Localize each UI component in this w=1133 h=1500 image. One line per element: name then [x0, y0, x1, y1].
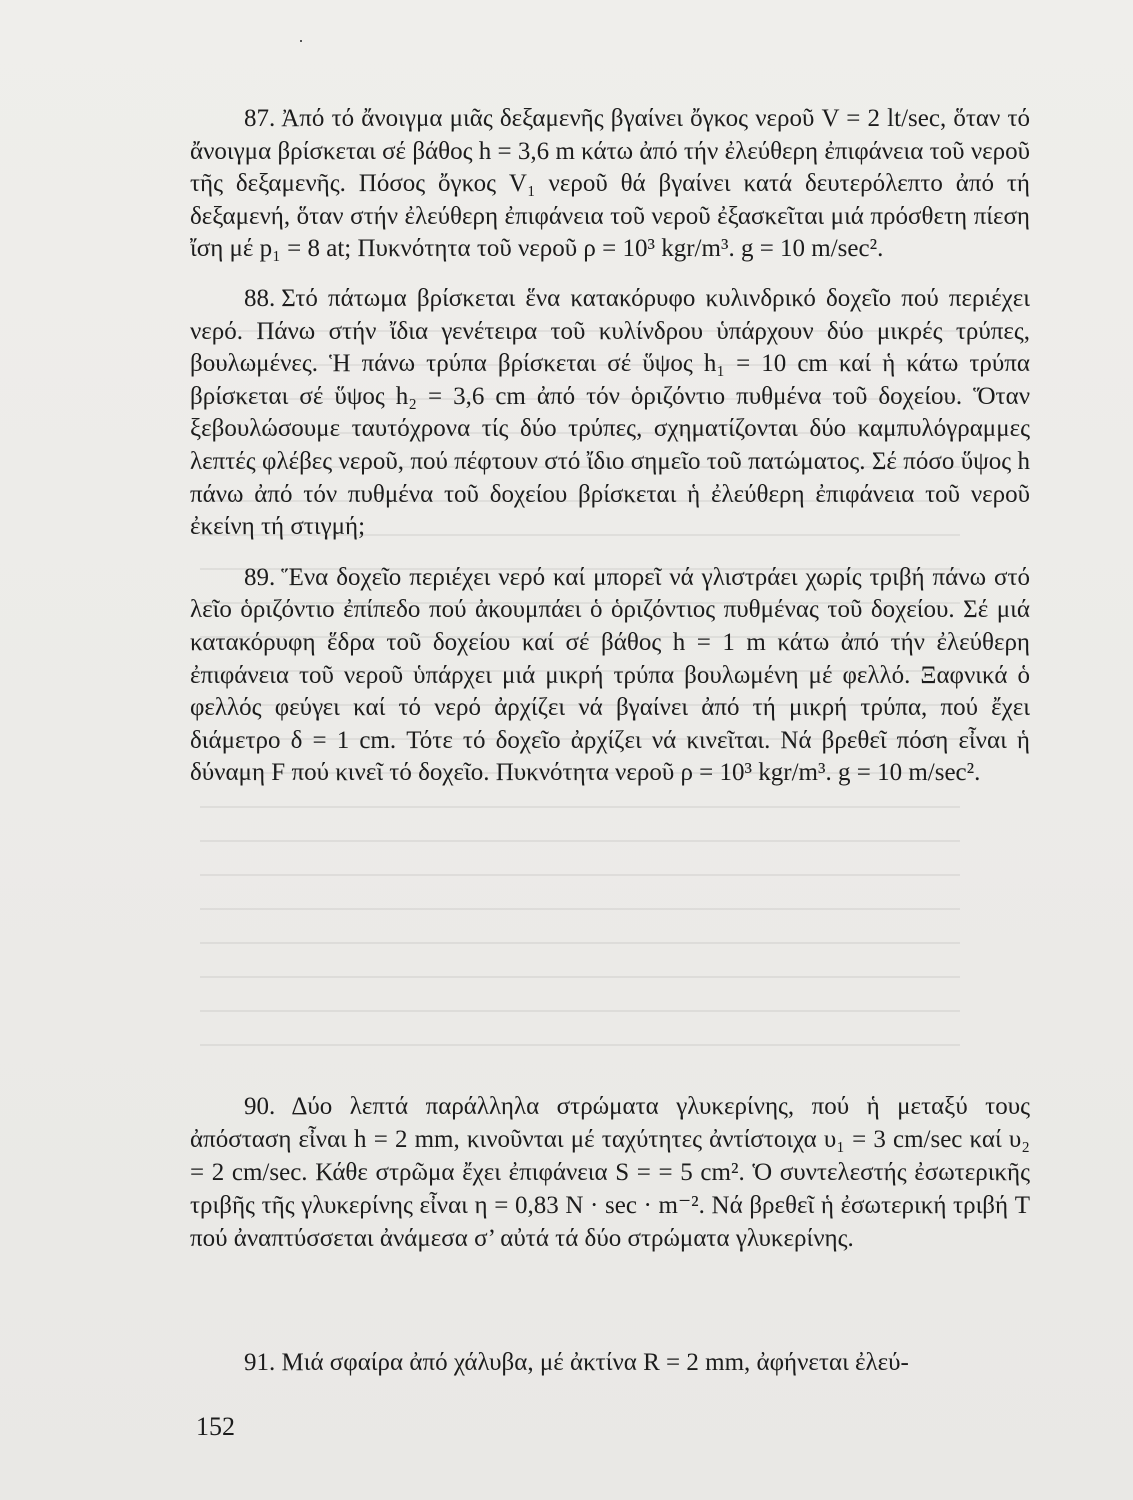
text-column	[190, 95, 1030, 790]
problem-text: Μιά σφαίρα ἀπό χάλυβα, μέ ἀκτίνα R = 2 mm, ἀφήνεται ἐλεύ-	[281, 1349, 909, 1376]
problem-88	[190, 283, 1030, 544]
problem-number: 89.	[244, 563, 276, 591]
problem-90	[190, 1090, 1030, 1255]
problem-number: 90.	[244, 1093, 276, 1120]
page-speck	[300, 40, 302, 42]
problem-87	[190, 103, 1030, 266]
problem-number: 88.	[244, 284, 276, 312]
problem-89	[190, 562, 1030, 790]
problem-text: Ἀπό τό ἄνοιγμα μιᾶς δεξαμενῆς βγαίνει ὄγκος νεροῦ V = 2 lt/sec, ὅταν τό ἄνοιγμα βρίσκεται σέ βάθος h = 3,6 m κάτω ἀπό τήν ἐλεύθερη ἐπιφάνεια τοῦ νεροῦ τῆς δεξαμενῆς. Πόσος ὄγκος V₁ νεροῦ θά βγαίνει κατά δευτερόλεπτο ἀπό τή δεξαμενή, ὅταν στήν ἐλεύθερη ἐπιφάνεια τοῦ νεροῦ ἐξασκεῖται μιά πρόσθετη πίεση ἴση μέ p₁ = 8 at; Πυκνότητα τοῦ νεροῦ ρ = 10³ kgr/m³. g = 10 m/sec².	[190, 105, 1030, 263]
page-number: 152	[196, 1412, 235, 1441]
problem-number: 87.	[244, 105, 276, 132]
problem-text: Δύο λεπτά παράλληλα στρώματα γλυκερίνης, πού ἡ μεταξύ τους ἀπόσταση εἶναι h = 2 mm, κινοῦνται μέ ταχύτητες ἀντίστοιχα υ₁ = 3 cm/sec καί υ₂ = 2 cm/sec. Κάθε στρῶμα ἔχει ἐπιφάνεια S = = 5 cm². Ὁ συντελεστής ἐσωτερικῆς τριβῆς τῆς γλυκερίνης εἶναι η = 0,83 N · sec · m⁻². Νά βρεθεῖ ἡ ἐσωτερική τριβή T πού ἀναπτύσσεται ἀνάμεσα σ’ αὐτά τά δύο στρώματα γλυκερίνης.	[190, 1093, 1030, 1252]
problem-text: Στό πάτωμα βρίσκεται ἕνα κατακόρυφο κυλινδρικό δοχεῖο πού περιέχει νερό. Πάνω στήν ἴδια γενέτειρα τοῦ κυλίνδρου ὑπάρχουν δύο μικρές τρύπες, βουλωμένες. Ἡ πάνω τρύπα βρίσκεται σέ ὕψος h₁ = 10 cm καί ἡ κάτω τρύπα βρίσκεται σέ ὕψος h₂ = 3,6 cm ἀπό τόν ὁριζόντιο πυθμένα τοῦ δοχείου. Ὅταν ξεβουλώσουμε ταυτόχρονα τίς δύο τρύπες, σχηματίζονται δύο καμπυλόγραμμες λεπτές φλέβες νεροῦ, πού πέφτουν στό ἴδιο σημεῖο τοῦ πατώματος. Σέ πόσο ὕψος h πάνω ἀπό τόν πυθμένα τοῦ δοχείου βρίσκεται ἡ ἐλεύθερη ἐπιφάνεια τοῦ νεροῦ ἐκείνη τή στιγμή;	[190, 284, 1030, 541]
problem-91	[190, 1346, 1030, 1379]
problem-number: 91.	[244, 1349, 276, 1376]
problem-text: Ἕνα δοχεῖο περιέχει νερό καί μπορεῖ νά γλιστράει χωρίς τριβή πάνω στό λεῖο ὁριζόντιο ἐπίπεδο πού ἀκουμπάει ὁ ὁριζόντιος πυθμένας τοῦ δοχείου. Σέ μιά κατακόρυφη ἕδρα τοῦ δοχείου καί σέ βάθος h = 1 m κάτω ἀπό τήν ἐλεύθερη ἐπιφάνεια τοῦ νεροῦ ὑπάρχει μιά μικρή τρύπα βουλωμένη μέ φελλό. Ξαφνικά ὁ φελλός φεύγει καί τό νερό ἀρχίζει νά βγαίνει ἀπό τή μικρή τρύπα, πού ἔχει διάμετρο δ = 1 cm. Τότε τό δοχεῖο ἀρχίζει νά κινεῖται. Νά βρεθεῖ πόση εἶναι ἡ δύναμη F πού κινεῖ τό δοχεῖο. Πυκνότητα νεροῦ ρ = 10³ kgr/m³. g = 10 m/sec².	[190, 563, 1030, 787]
